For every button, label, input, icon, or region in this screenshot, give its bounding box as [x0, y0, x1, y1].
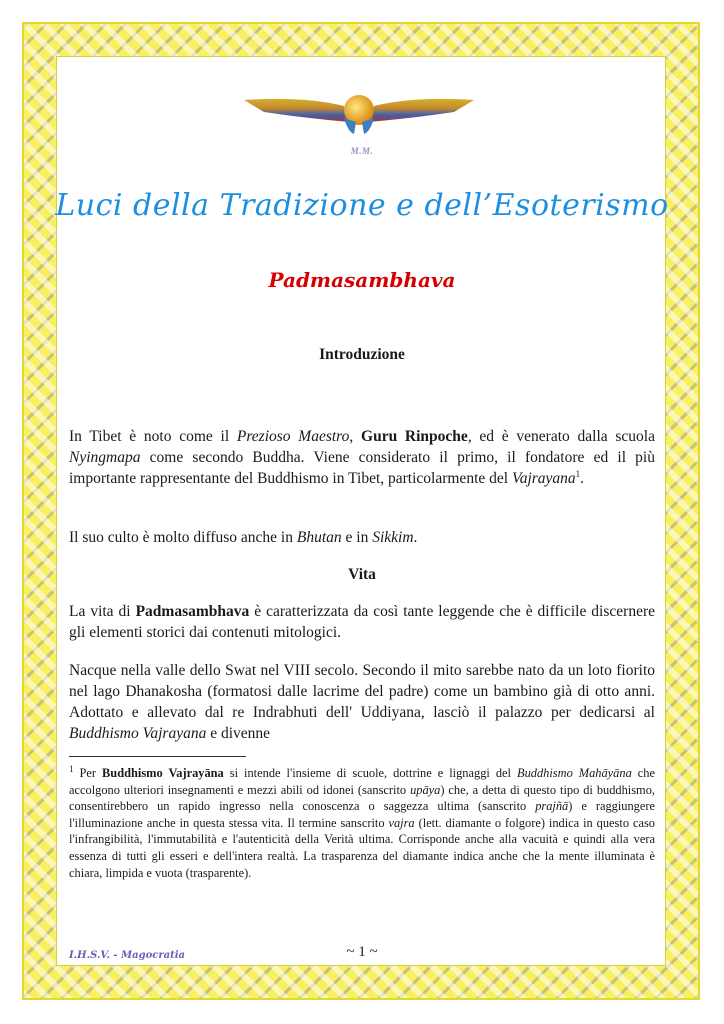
footnote-reference[interactable]: 1: [575, 468, 581, 479]
footnote: $^1$ Per Buddhismo Vajrayāna si intende l'insieme di scuole, dottrine e lignaggi del Buddhismo Mahāyāna che accolgono ulteriori insegnamenti e mezzi abili od idonei (sanscrito upāya) che, a detta di questo tipo di buddhismo, consentirebbero un rapido ingresso nella conoscenza o saggezza ultima (sanscrito prajñā) e raggiungere l'illuminazione anche in questa stessa vita. Il termine sanscrito vajra (lett. diamante o folgore) indica in questo caso l'infrangibilità, l'immutabilità e l'autenticità della Verità ultima. Corrisponde anche alla vacuità e quindi alla vera essenza di tutti gli esseri e dell'intera realtà. La trasparenza del diamante indica anche che la mente illuminata è chiara, limpida e vuota (trasparente).: [69, 763, 655, 880]
paragraph-intro-1: In Tibet è noto come il Prezioso Maestro, Guru Rinpoche, ed è venerato dalla scuola Nyingmapa come secondo Buddha. Viene considerato il primo, il fondatore ed il più importante rappresentante del Buddhismo in Tibet, particolarmente del Vajrayana$^1$.: [69, 428, 655, 487]
section-heading-vita: Vita: [348, 566, 376, 583]
paragraph-vita-1: La vita di Padmasambhava è caratterizzata da così tante leggende che è difficile discernere gli elementi storici dai contenuti mitologici.: [69, 603, 655, 641]
footer-source: I.H.S.V. - Magocratia: [69, 950, 185, 961]
winged-sun-icon: [244, 92, 474, 136]
footnote-divider: [69, 756, 246, 757]
section-heading-introduzione: Introduzione: [319, 346, 405, 363]
monogram: M.M.: [350, 146, 374, 156]
paragraph-intro-2: Il suo culto è molto diffuso anche in Bhutan e in Sikkim.: [69, 529, 418, 546]
page-subtitle: Padmasambhava: [268, 268, 456, 292]
page-title: Luci della Tradizione e dell’Esoterismo: [55, 188, 669, 223]
paragraph-vita-2: Nacque nella valle dello Swat nel VIII secolo. Secondo il mito sarebbe nato da un loto fiorito nel lago Dhanakosha (formatosi dalle lacrime del padre) come un bambino già di otto anni. Adottato e allevato dal re Indrabhuti dell' Uddiyana, lasciò il palazzo per dedicarsi al Buddhismo Vajrayana e divenne: [69, 662, 655, 742]
page-number: ~ 1 ~: [346, 944, 378, 960]
